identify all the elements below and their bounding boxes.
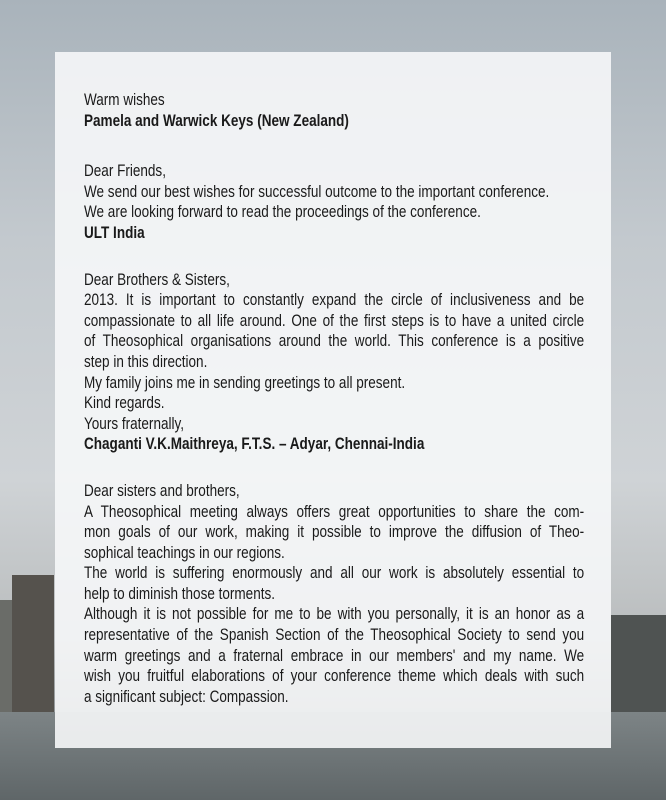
text-line: help to diminish those torments. [84, 584, 276, 603]
signature: Pamela and Warwick Keys (New Zealand) [84, 111, 349, 130]
text-line: step in this direction. [84, 352, 208, 371]
text-line: Yours fraternally, [84, 414, 185, 433]
text-line: Dear Friends, [84, 162, 166, 181]
text-line: The world is suffering enormously and all our work is absolutely essential to [84, 564, 585, 583]
letter-block [84, 90, 584, 131]
text-line: sophical teachings in our regions. [84, 543, 285, 562]
text-line: representative of the Spanish Section of the Theosophical Society to send you [84, 626, 585, 645]
text-line: A Theosophical meeting always offers great opportunities to share the com- [84, 502, 585, 521]
signature: ULT India [84, 223, 145, 242]
text-line: Dear sisters and brothers, [84, 481, 240, 500]
text-line: 2013. It is important to constantly expand the circle of inclusiveness and be [84, 291, 585, 310]
text-line: compassionate to all life around. One of the first steps is to have a united circle [84, 311, 585, 330]
text-line: a significant subject: Compassion. [84, 687, 289, 706]
letter-block [84, 270, 584, 455]
text-line: Although it is not possible for me to be with you personally, it is an honor as a [84, 605, 585, 624]
signature: Chaganti V.K.Maithreya, F.T.S. – Adyar, Chennai-India [84, 435, 425, 454]
building-left [12, 575, 54, 712]
letters-text [84, 90, 584, 707]
text-line: mon goals of our work, making it possible to improve the diffusion of Theo- [84, 523, 585, 542]
text-line: warm greetings and a fraternal embrace in our members' and my name. We [84, 646, 585, 665]
letters-panel [55, 52, 611, 748]
letter-block [84, 161, 584, 243]
text-line: My family joins me in sending greetings to all present. [84, 373, 406, 392]
text-line: Kind regards. [84, 394, 165, 413]
text-line: We are looking forward to read the proceedings of the conference. [84, 203, 481, 222]
text-line: We send our best wishes for successful outcome to the important conference. [84, 182, 550, 201]
text-line: Warm wishes [84, 91, 165, 109]
text-line: wish you fruitful elaborations of your conference theme which deals with such [84, 667, 585, 686]
building-right [611, 615, 666, 712]
letter-block [84, 481, 584, 708]
text-line: Dear Brothers & Sisters, [84, 270, 230, 289]
text-line: of Theosophical organisations around the world. This conference is a positive [84, 332, 585, 351]
